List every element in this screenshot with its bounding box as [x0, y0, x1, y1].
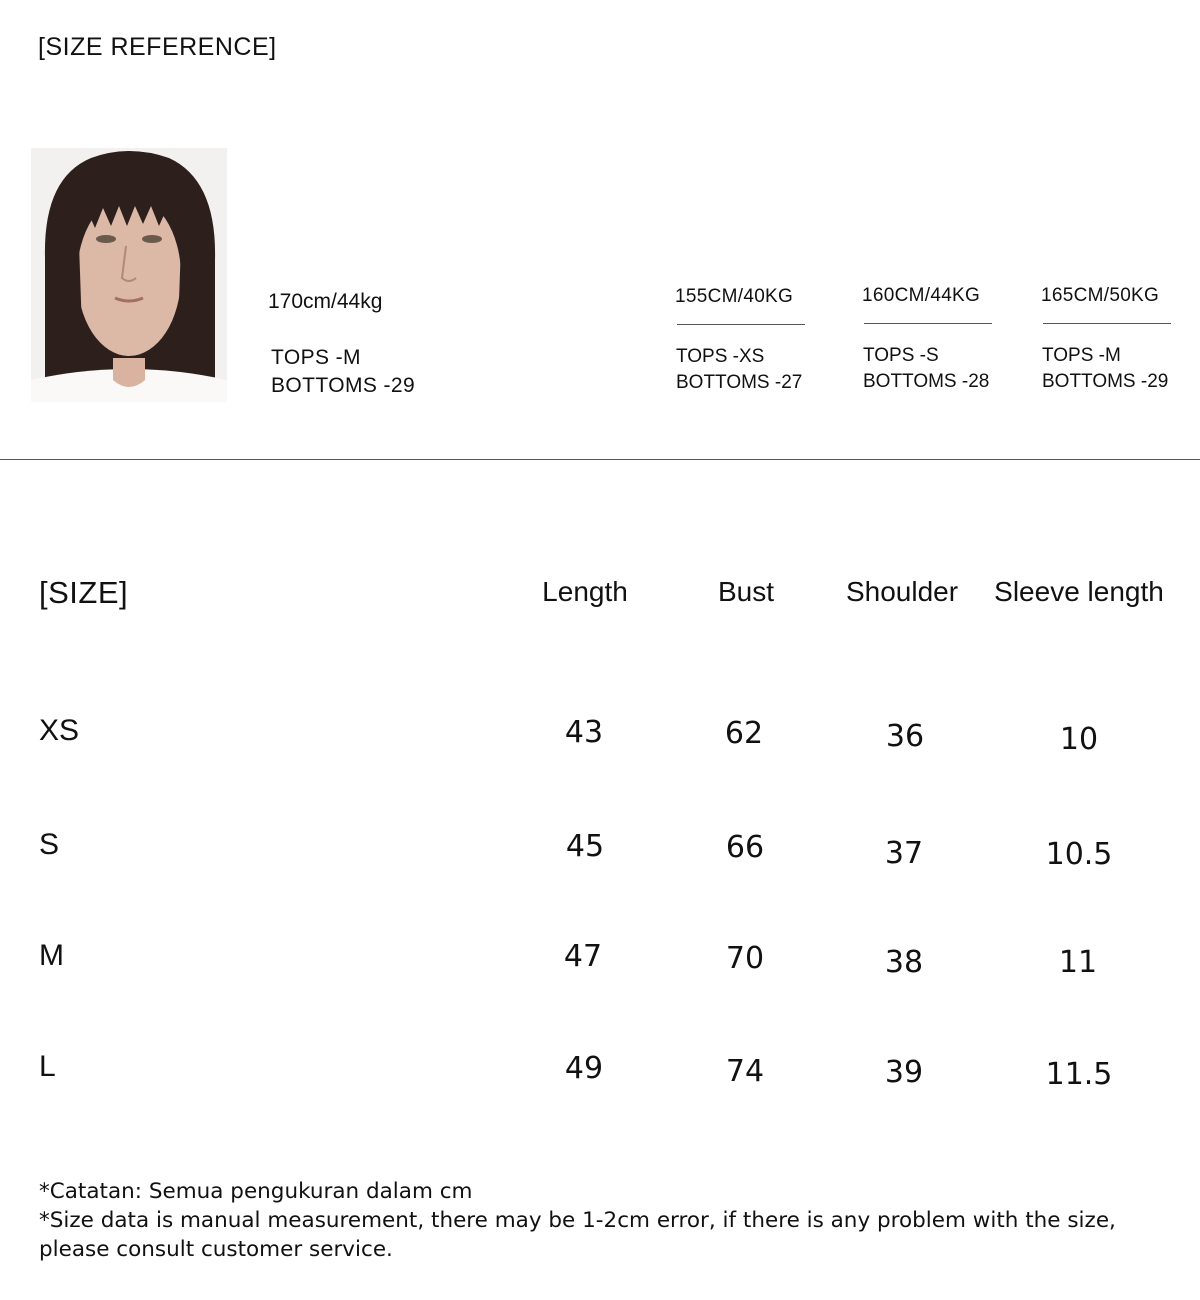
shoulder-value: 38: [884, 945, 924, 980]
reference-guide-bottoms: BOTTOMS -27: [676, 372, 803, 393]
note-line: *Catatan: Semua pengukuran dalam cm: [39, 1179, 473, 1204]
shoulder-value: 39: [884, 1055, 924, 1090]
reference-guide-tops: TOPS -XS: [676, 346, 765, 367]
length-value: 45: [565, 829, 605, 864]
reference-guide: [862, 285, 998, 392]
shoulder-value: 36: [885, 719, 925, 754]
sleeve-value: 11.5: [1045, 1057, 1113, 1092]
size-reference-title: [SIZE REFERENCE]: [38, 33, 277, 61]
column-header-sleeve-length: Sleeve length: [994, 576, 1164, 607]
reference-guide-divider: [864, 323, 992, 324]
reference-guide-tops: TOPS -S: [863, 345, 939, 366]
measurement-notes: [39, 1177, 1116, 1264]
size-table-heading: [SIZE]: [39, 575, 129, 610]
size-label: L: [39, 1050, 56, 1083]
model-tops-size: TOPS -M: [271, 346, 361, 369]
reference-guide-bottoms: BOTTOMS -29: [1042, 371, 1169, 392]
reference-guide-measurements: 165CM/50KG: [1041, 285, 1160, 306]
shoulder-value: 37: [884, 836, 924, 871]
model-photo: [31, 148, 227, 402]
length-value: 43: [564, 715, 604, 750]
size-label: M: [39, 939, 64, 972]
sleeve-value: 11: [1058, 945, 1098, 980]
reference-guide-divider: [1043, 323, 1171, 324]
column-header-length: Length: [542, 576, 628, 607]
section-divider: [0, 459, 1200, 460]
sleeve-value: 10.5: [1045, 837, 1113, 872]
reference-guide-tops: TOPS -M: [1042, 345, 1121, 366]
length-value: 49: [564, 1051, 604, 1086]
column-header-bust: Bust: [717, 576, 775, 607]
reference-guide: [675, 286, 811, 393]
bust-value: 70: [725, 941, 765, 976]
size-label: S: [39, 828, 60, 861]
reference-guide-bottoms: BOTTOMS -28: [863, 371, 990, 392]
length-value: 47: [563, 939, 603, 974]
model-bottoms-size: BOTTOMS -29: [271, 374, 416, 397]
bust-value: 74: [725, 1054, 765, 1089]
reference-guide-divider: [677, 324, 805, 325]
note-line: please consult customer service.: [39, 1237, 393, 1262]
bust-value: 62: [724, 716, 764, 751]
model-measurements: 170cm/44kg: [268, 290, 383, 313]
reference-guide-measurements: 160CM/44KG: [862, 285, 981, 306]
reference-guide: [1041, 285, 1177, 392]
bust-value: 66: [725, 830, 765, 865]
reference-guide-measurements: 155CM/40KG: [675, 286, 794, 307]
size-label: XS: [39, 714, 80, 747]
note-line: *Size data is manual measurement, there may be 1-2cm error, if there is any problem with the size,: [39, 1208, 1116, 1233]
column-header-shoulder: Shoulder: [845, 576, 959, 607]
sleeve-value: 10: [1059, 722, 1099, 757]
